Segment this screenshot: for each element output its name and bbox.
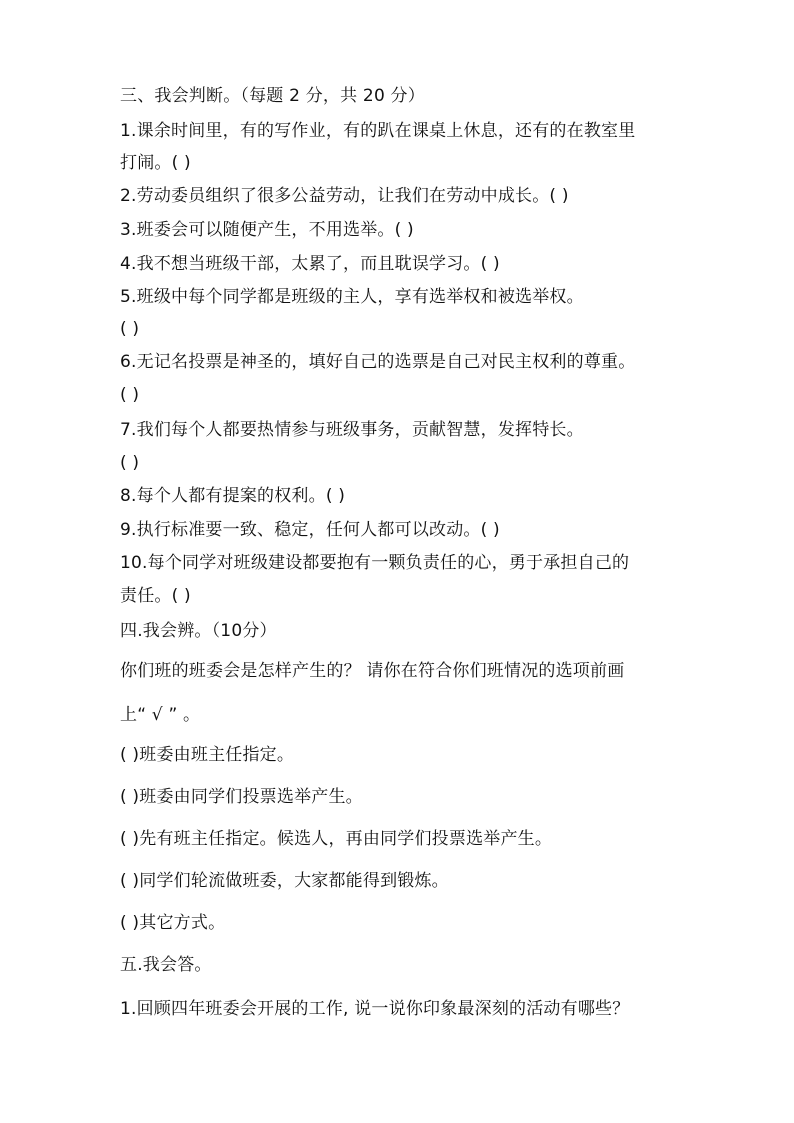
question-1-line-2: 打闹。( ): [120, 153, 191, 173]
question-2: 2.劳动委员组织了很多公益劳动，让我们在劳动中成长。( ): [120, 186, 569, 206]
option-item: ( )先有班主任指定。候选人，再由同学们投票选举产生。: [120, 829, 553, 849]
question-9: 9.执行标准要一致、稳定，任何人都可以改动。( ): [120, 520, 500, 540]
question-10-line-1: 10.每个同学对班级建设都要抱有一颗负责任的心，勇于承担自己的: [120, 553, 630, 573]
question-8: 8.每个人都有提案的权利。( ): [120, 486, 346, 506]
section-4-prompt-line-1: 你们班的班委会是怎样产生的？ 请你在符合你们班情况的选项前画: [120, 661, 625, 681]
section-5-heading: 五.我会答。: [120, 955, 212, 975]
option-item: ( )班委由班主任指定。: [120, 745, 295, 765]
question-3: 3.班委会可以随便产生，不用选举。( ): [120, 220, 414, 240]
option-item: ( )班委由同学们投票选举产生。: [120, 787, 363, 807]
option-item: ( )其它方式。: [120, 913, 226, 933]
question-5-line-1: 5.班级中每个同学都是班级的主人，享有选举权和被选举权。: [120, 287, 584, 307]
section-4-heading: 四.我会辨。（10分）: [120, 621, 277, 641]
question-6-line-2: ( ): [120, 385, 140, 405]
question-1-line-1: 1.课余时间里，有的写作业，有的趴在课桌上休息，还有的在教室里: [120, 121, 636, 141]
question-7-line-2: ( ): [120, 453, 140, 473]
section-3-heading: 三、我会判断。（每题 2 分，共 20 分）: [120, 86, 425, 106]
question-5-line-2: ( ): [120, 319, 140, 339]
question-10-line-2: 责任。( ): [120, 586, 191, 606]
question-6-line-1: 6.无记名投票是神圣的，填好自己的选票是自己对民主权利的尊重。: [120, 352, 636, 372]
question-7-line-1: 7.我们每个人都要热情参与班级事务，贡献智慧，发挥特长。: [120, 420, 584, 440]
section-5-question-1: 1.回顾四年班委会开展的工作, 说一说你印象最深刻的活动有哪些？: [120, 999, 630, 1019]
option-item: ( )同学们轮流做班委，大家都能得到锻炼。: [120, 871, 449, 891]
question-4: 4.我不想当班级干部，太累了，而且耽误学习。( ): [120, 254, 500, 274]
section-4-prompt-line-2: 上“ √ ” 。: [120, 705, 201, 725]
